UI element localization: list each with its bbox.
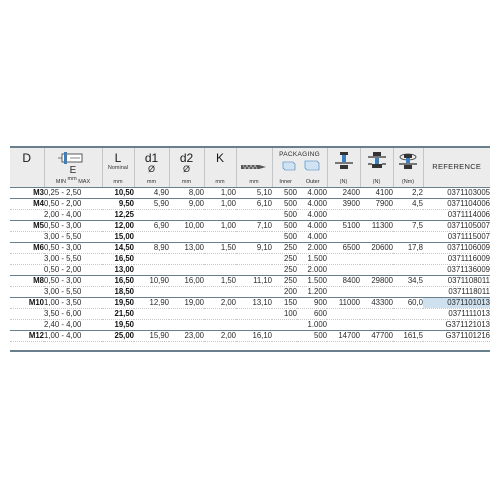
cell-k [204, 264, 236, 275]
header-force1 [327, 147, 360, 187]
cell-drill: 9,10 [236, 242, 272, 253]
cell-tensile-force [327, 253, 360, 264]
cell-d1 [134, 341, 169, 351]
cell-torque: 34,5 [393, 275, 423, 286]
cell-tensile-force: 6500 [327, 242, 360, 253]
cell-size [10, 253, 44, 264]
cell-d2 [169, 209, 204, 220]
cell-d1: 12,90 [134, 297, 169, 308]
table-row [10, 308, 490, 319]
cell-reference: G371101216 [423, 330, 490, 341]
cell-shear-force [360, 341, 393, 351]
cell-reference: 0371114006 [423, 209, 490, 220]
cell-inner: 150 [272, 297, 297, 308]
cell-reference: 0371136009 [423, 264, 490, 275]
cell-size: M4 [10, 198, 44, 209]
header-force2-unit: (N) [372, 178, 381, 185]
cell-length: 18,50 [102, 286, 134, 297]
cell-k [204, 308, 236, 319]
header-d1-unit: mm [146, 178, 157, 185]
header-l-nominal: Nominal [107, 165, 129, 171]
cell-size: M3 [10, 187, 44, 198]
cell-torque: 4,5 [393, 198, 423, 209]
header-drill-unit: mm [249, 178, 259, 185]
cell-outer: 1.500 [297, 253, 327, 264]
cell-drill [236, 209, 272, 220]
cell-k: 1,50 [204, 242, 236, 253]
header-e [44, 147, 102, 187]
header-l [102, 147, 134, 187]
cell-k [204, 319, 236, 330]
cell-drill [236, 319, 272, 330]
cell-d1: 8,90 [134, 242, 169, 253]
cell-k [204, 286, 236, 297]
cell-drill: 6,10 [236, 198, 272, 209]
cell-grip-range: 0,50 - 2,00 [44, 198, 102, 209]
cell-size: M12 [10, 330, 44, 341]
header-packaging-label: PACKAGING [279, 151, 320, 158]
header-k-label: K [215, 151, 224, 165]
cell-shear-force [360, 253, 393, 264]
cell-tensile-force [327, 264, 360, 275]
cell-length [102, 341, 134, 351]
cell-d1 [134, 308, 169, 319]
cell-shear-force [360, 264, 393, 275]
cell-drill: 7,10 [236, 220, 272, 231]
cell-grip-range: 3,00 - 5,50 [44, 231, 102, 242]
cell-drill [236, 308, 272, 319]
cell-tensile-force: 3900 [327, 198, 360, 209]
cell-d2 [169, 264, 204, 275]
cell-length: 15,00 [102, 231, 134, 242]
cell-k: 2,00 [204, 297, 236, 308]
cell-drill [236, 341, 272, 351]
cell-d1: 10,90 [134, 275, 169, 286]
cell-shear-force: 43300 [360, 297, 393, 308]
cell-torque [393, 308, 423, 319]
cell-reference: 0371115007 [423, 231, 490, 242]
cell-tensile-force: 14700 [327, 330, 360, 341]
torque-icon [397, 151, 419, 171]
cell-length: 9,50 [102, 198, 134, 209]
cell-d2 [169, 253, 204, 264]
cell-size [10, 319, 44, 330]
cell-length: 12,00 [102, 220, 134, 231]
header-l-unit: mm [113, 178, 123, 185]
header-force1-unit: (N) [339, 178, 348, 185]
cell-tensile-force [327, 341, 360, 351]
cell-shear-force: 7900 [360, 198, 393, 209]
diameter-icon: Ø [147, 164, 155, 174]
cell-k [204, 231, 236, 242]
cell-shear-force: 20600 [360, 242, 393, 253]
cell-outer: 500 [297, 330, 327, 341]
cell-torque: 161,5 [393, 330, 423, 341]
cell-reference: 0371104006 [423, 198, 490, 209]
cell-inner: 200 [272, 286, 297, 297]
cell-k: 1,50 [204, 275, 236, 286]
cell-d2: 13,00 [169, 242, 204, 253]
cell-torque [393, 253, 423, 264]
header-e-min: MIN [55, 178, 66, 185]
cell-inner: 100 [272, 308, 297, 319]
table-row [10, 275, 490, 286]
header-e-mm: mm [67, 175, 77, 182]
cell-torque [393, 209, 423, 220]
cell-outer: 1.200 [297, 286, 327, 297]
cell-d1 [134, 209, 169, 220]
cell-reference: 0371103005 [423, 187, 490, 198]
cell-reference: 0371101013 [423, 297, 490, 308]
cell-torque [393, 231, 423, 242]
cell-length: 21,50 [102, 308, 134, 319]
cell-length: 19,50 [102, 297, 134, 308]
cell-tensile-force [327, 319, 360, 330]
cell-tensile-force [327, 308, 360, 319]
cell-outer: 2.000 [297, 264, 327, 275]
cell-d1: 4,90 [134, 187, 169, 198]
header-e-max: MAX [78, 178, 91, 185]
cell-grip-range: 0,50 - 3,00 [44, 242, 102, 253]
cell-grip-range [44, 341, 102, 351]
cell-torque: 2,2 [393, 187, 423, 198]
header-d-label: D [22, 151, 32, 165]
cell-inner: 500 [272, 231, 297, 242]
cell-grip-range: 2,00 - 4,00 [44, 209, 102, 220]
cell-inner: 250 [272, 242, 297, 253]
header-e-range [45, 175, 102, 185]
header-inner: Inner [279, 178, 292, 185]
cell-size [10, 264, 44, 275]
cell-d1 [134, 286, 169, 297]
table-row [10, 209, 490, 220]
cell-reference: 0371116009 [423, 253, 490, 264]
cell-grip-range: 1,00 - 4,00 [44, 330, 102, 341]
cell-shear-force [360, 319, 393, 330]
cell-torque [393, 319, 423, 330]
cell-d1 [134, 253, 169, 264]
cell-size: M8 [10, 275, 44, 286]
table-row [10, 319, 490, 330]
table-row [10, 341, 490, 351]
header-reference [423, 147, 490, 187]
cell-torque: 17,8 [393, 242, 423, 253]
cell-inner [272, 341, 297, 351]
table-body [10, 187, 490, 351]
header-d1 [134, 147, 169, 187]
cell-outer: 1.500 [297, 275, 327, 286]
header-packaging [272, 147, 327, 187]
cell-d2: 8,00 [169, 187, 204, 198]
table-row [10, 264, 490, 275]
cell-shear-force [360, 209, 393, 220]
cell-d1: 6,90 [134, 220, 169, 231]
header-d2-label: d2 [179, 151, 194, 165]
cell-inner: 250 [272, 264, 297, 275]
cell-d2 [169, 308, 204, 319]
cell-k [204, 209, 236, 220]
header-torque [393, 147, 423, 187]
cell-shear-force [360, 231, 393, 242]
cell-length: 16,50 [102, 275, 134, 286]
cell-grip-range: 3,00 - 5,50 [44, 253, 102, 264]
cell-torque [393, 264, 423, 275]
cell-k: 1,00 [204, 187, 236, 198]
cell-tensile-force: 5100 [327, 220, 360, 231]
cell-grip-range: 1,00 - 3,50 [44, 297, 102, 308]
cell-drill [236, 264, 272, 275]
cell-outer: 600 [297, 308, 327, 319]
cell-grip-range: 2,40 - 4,00 [44, 319, 102, 330]
cell-drill: 5,10 [236, 187, 272, 198]
header-torque-unit: (Nm) [401, 178, 415, 185]
cell-length: 16,50 [102, 253, 134, 264]
table-row [10, 297, 490, 308]
cell-size: M10 [10, 297, 44, 308]
cell-grip-range: 0,25 - 2,50 [44, 187, 102, 198]
table-row [10, 187, 490, 198]
cell-inner: 250 [272, 253, 297, 264]
cell-d1 [134, 319, 169, 330]
header-k-unit: mm [215, 178, 225, 185]
cell-reference: G371121013 [423, 319, 490, 330]
cell-d2: 9,00 [169, 198, 204, 209]
cell-tensile-force [327, 231, 360, 242]
cell-size [10, 209, 44, 220]
cell-torque [393, 341, 423, 351]
cell-reference: 0371108011 [423, 275, 490, 286]
shear-force-icon [366, 151, 388, 171]
cell-drill: 16,10 [236, 330, 272, 341]
cell-k: 2,00 [204, 330, 236, 341]
drill-bit-icon [239, 162, 269, 172]
cell-k: 1,00 [204, 220, 236, 231]
cell-grip-range: 0,50 - 3,00 [44, 220, 102, 231]
cell-drill [236, 253, 272, 264]
cell-tensile-force [327, 209, 360, 220]
header-force2 [360, 147, 393, 187]
table-row [10, 286, 490, 297]
cell-inner: 500 [272, 198, 297, 209]
cell-size [10, 308, 44, 319]
cell-inner: 500 [272, 187, 297, 198]
cell-tensile-force: 8400 [327, 275, 360, 286]
cell-inner: 500 [272, 220, 297, 231]
cell-torque: 7,5 [393, 220, 423, 231]
rivet-nut-spec-table [10, 146, 490, 352]
cell-drill [236, 286, 272, 297]
cell-size [10, 341, 44, 351]
cell-shear-force: 29800 [360, 275, 393, 286]
header-outer: Outer [305, 178, 320, 185]
table-row [10, 231, 490, 242]
table-row [10, 198, 490, 209]
cell-length: 10,50 [102, 187, 134, 198]
cell-shear-force [360, 286, 393, 297]
cell-d2 [169, 341, 204, 351]
cell-grip-range: 0,50 - 2,00 [44, 264, 102, 275]
cell-tensile-force: 2400 [327, 187, 360, 198]
tensile-force-icon [333, 151, 355, 171]
cell-outer [297, 341, 327, 351]
grip-range-icon [56, 150, 90, 166]
cell-tensile-force [327, 286, 360, 297]
cell-grip-range: 3,00 - 5,50 [44, 286, 102, 297]
cell-reference: 0371105007 [423, 220, 490, 231]
cell-drill: 11,10 [236, 275, 272, 286]
table-row [10, 253, 490, 264]
cell-shear-force [360, 308, 393, 319]
header-reference-label: REFERENCE [432, 162, 482, 171]
cell-d2: 16,00 [169, 275, 204, 286]
cell-torque: 60,0 [393, 297, 423, 308]
cell-drill: 13,10 [236, 297, 272, 308]
cell-length: 14,50 [102, 242, 134, 253]
cell-shear-force: 4100 [360, 187, 393, 198]
cell-reference [423, 341, 490, 351]
cell-length: 19,50 [102, 319, 134, 330]
header-drill [236, 147, 272, 187]
table-row [10, 220, 490, 231]
cell-inner: 250 [272, 275, 297, 286]
cell-d1: 5,90 [134, 198, 169, 209]
cell-grip-range: 3,50 - 6,00 [44, 308, 102, 319]
cell-k [204, 253, 236, 264]
header-packaging-sub [273, 179, 327, 185]
table-row [10, 242, 490, 253]
cell-outer: 4.000 [297, 187, 327, 198]
cell-grip-range: 0,50 - 3,00 [44, 275, 102, 286]
cell-d1 [134, 264, 169, 275]
cell-tensile-force: 11000 [327, 297, 360, 308]
cell-d2: 10,00 [169, 220, 204, 231]
cell-shear-force: 47700 [360, 330, 393, 341]
cell-outer: 4.000 [297, 220, 327, 231]
cell-reference: 0371106009 [423, 242, 490, 253]
diameter-icon: Ø [182, 164, 190, 174]
cell-length: 13,00 [102, 264, 134, 275]
cell-reference: 0371118011 [423, 286, 490, 297]
cell-torque [393, 286, 423, 297]
cell-inner [272, 330, 297, 341]
cell-d2 [169, 286, 204, 297]
header-d [10, 147, 44, 187]
cell-k [204, 341, 236, 351]
cell-d2: 23,00 [169, 330, 204, 341]
cell-outer: 4.000 [297, 209, 327, 220]
header-k [204, 147, 236, 187]
cell-d1 [134, 231, 169, 242]
box-icon [275, 159, 325, 171]
header-d1-label: d1 [144, 151, 159, 165]
cell-outer: 900 [297, 297, 327, 308]
table-header-row [10, 147, 490, 187]
cell-outer: 4.000 [297, 198, 327, 209]
cell-d1: 15,90 [134, 330, 169, 341]
header-d2 [169, 147, 204, 187]
cell-length: 25,00 [102, 330, 134, 341]
cell-drill [236, 231, 272, 242]
cell-d2 [169, 231, 204, 242]
cell-shear-force: 11300 [360, 220, 393, 231]
cell-k: 1,00 [204, 198, 236, 209]
cell-size: M5 [10, 220, 44, 231]
cell-outer: 1.000 [297, 319, 327, 330]
table-row [10, 330, 490, 341]
cell-length: 12,25 [102, 209, 134, 220]
cell-d2 [169, 319, 204, 330]
cell-d2: 19,00 [169, 297, 204, 308]
header-e-label: E [69, 165, 77, 176]
cell-size [10, 286, 44, 297]
cell-inner [272, 319, 297, 330]
cell-reference: 0371111013 [423, 308, 490, 319]
cell-size [10, 231, 44, 242]
cell-size: M6 [10, 242, 44, 253]
cell-inner: 500 [272, 209, 297, 220]
header-l-label: L [114, 151, 122, 165]
cell-outer: 4.000 [297, 231, 327, 242]
cell-outer: 2.000 [297, 242, 327, 253]
header-d2-unit: mm [181, 178, 192, 185]
